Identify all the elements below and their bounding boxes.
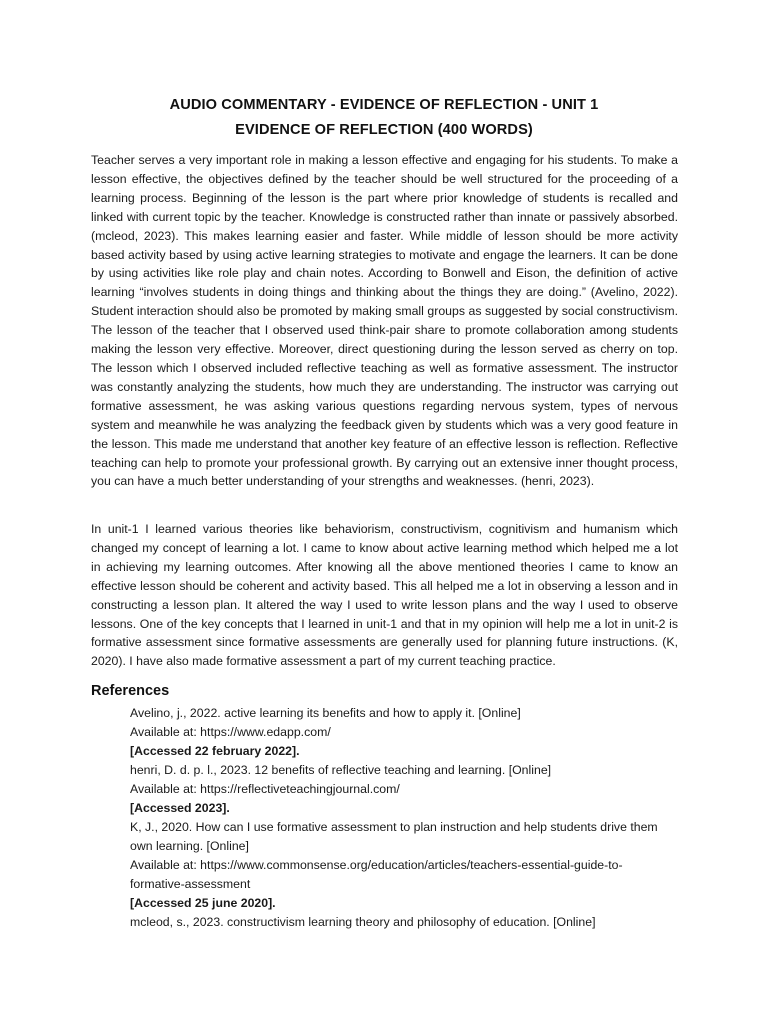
reference-accessed-line: [Accessed 2023]. (130, 801, 230, 815)
reference-line: Avelino, j., 2022. active learning its benefits and how to apply it. [Online] (130, 706, 521, 720)
body-paragraph-2: In unit-1 I learned various theories like behaviorism, constructivism, cognitivism and humanism which changed my concept of learning a lot. I came to know about active learning method which helped me a lot in achieving my learning outcomes. After knowing all the above mentioned theories I came to know an effective lesson should be coherent and activity based. This all helped me a lot in observing a lesson and in constructing a lesson plan. It altered the way I used to write lesson plans and the way I used to observe lessons. One of the key concepts that I learned in unit-1 and that in my opinion will help me a lot in unit-2 is formative assessment since formative assessments are generally used for planning future instructions. (K, 2020). I have also made formative assessment a part of my current teaching practice. (91, 522, 678, 669)
reference-line: K, J., 2020. How can I use formative assessment to plan instruction and help students drive them (130, 820, 658, 834)
references-heading: References (91, 683, 170, 699)
reference-accessed-line: [Accessed 25 june 2020]. (130, 896, 276, 910)
reference-accessed-line: [Accessed 22 february 2022]. (130, 744, 300, 758)
document-title: AUDIO COMMENTARY - EVIDENCE OF REFLECTION - UNIT 1 (169, 97, 599, 113)
document-subtitle: EVIDENCE OF REFLECTION (400 WORDS) (235, 122, 533, 138)
reference-line: formative-assessment (130, 877, 251, 891)
reference-line: mcleod, s., 2023. constructivism learning theory and philosophy of education. [Online] (130, 915, 596, 929)
reference-line: henri, D. d. p. l., 2023. 12 benefits of reflective teaching and learning. [Online] (130, 763, 552, 777)
reference-line: own learning. [Online] (130, 839, 249, 853)
references-list (130, 704, 690, 932)
reference-line: Available at: https://www.edapp.com/ (130, 725, 331, 739)
reference-line: Available at: https://www.commonsense.org/education/articles/teachers-essential-guide-to- (130, 858, 623, 872)
body-paragraph-1: Teacher serves a very important role in making a lesson effective and engaging for his students. To make a lesson effective, the objectives defined by the teacher should be well structured for the proceeding of a learning process. Beginning of the lesson is the part where prior knowledge of students is recalled and linked with current topic by the teacher. Knowledge is constructed rather than innate or passively absorbed. (mcleod, 2023). This makes learning easier and faster. While middle of lesson should be more activity based activity based by using active learning strategies to motivate and engage the learners. It can be done by using activities like role play and chain notes. According to Bonwell and Eison, the definition of active learning “involves students in doing things and thinking about the things they are doing.” (Avelino, 2022). Student interaction should also be promoted by making small groups as suggested by social constructivism. The lesson of the teacher that I observed used think-pair share to promote collaboration among students making the lesson very effective. Moreover, direct questioning during the lesson served as cherry on top. The lesson which I observed included reflective teaching as well as formative assessment. The instructor was constantly analyzing the students, how much they are understanding. The instructor was carrying out formative assessment, he was asking various questions regarding nervous system, types of nervous system and meanwhile he was analyzing the feedback given by students which was a very good feature in the lesson. This made me understand that another key feature of an effective lesson is reflection. Reflective teaching can help to promote your professional growth. By carrying out an extensive inner thought process, you can have a much better understanding of your strengths and weaknesses. (henri, 2023). (91, 153, 678, 489)
reference-line: Available at: https://reflectiveteachingjournal.com/ (130, 782, 400, 796)
